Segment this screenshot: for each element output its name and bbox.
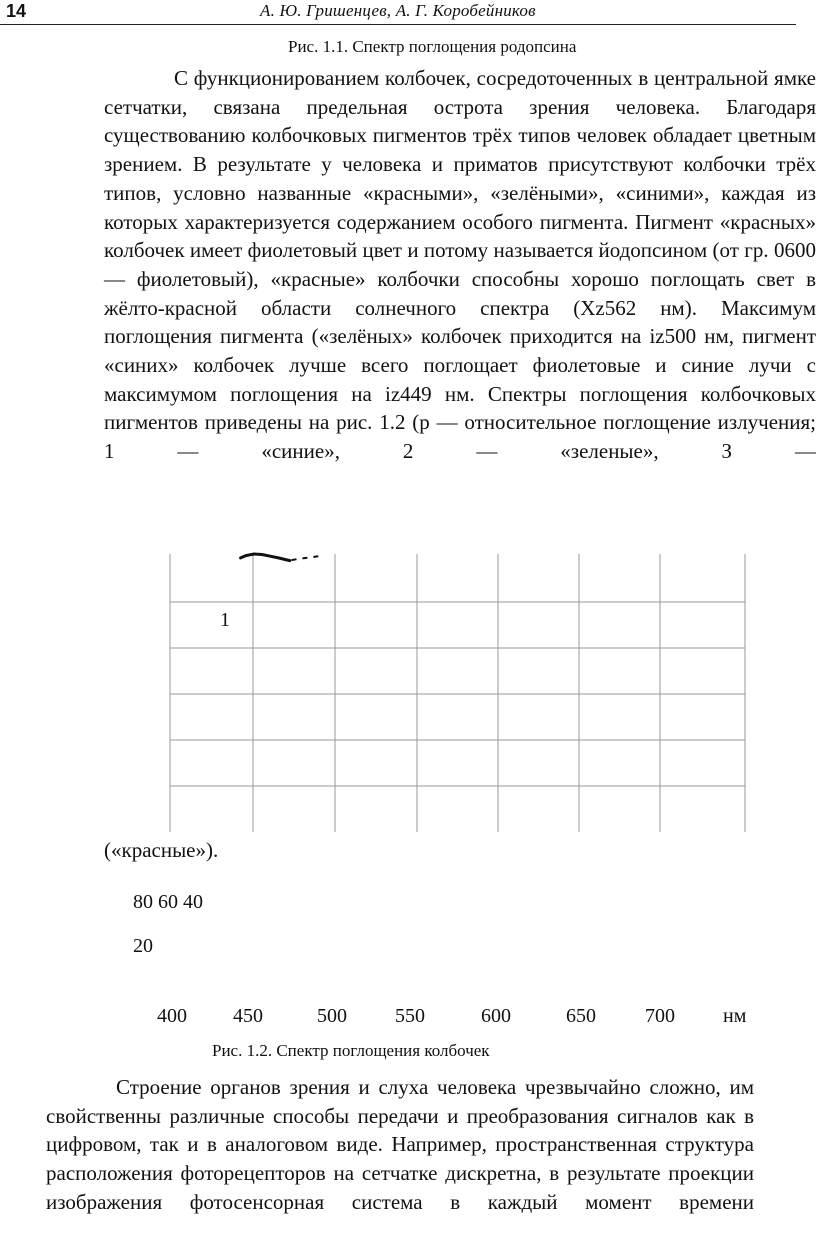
- x-tick-450: 450: [233, 1005, 263, 1027]
- x-tick-500: 500: [317, 1005, 347, 1027]
- paragraph-1-text: С функционированием колбочек, сосредоточенных в центральной ямке сетчатки, связана предельная острота зрения человека. Благодаря существованию колбочковых пигментов трёх типов человек обладает цветным зрением. В результате у человека и приматов присутствуют колбочки трёх типов, условно названные «красными», «зелёными», «синими», каждая из которых характеризуется содержанием особого пигмента. Пигмент «красных» колбочек имеет фиолетовый цвет и потому называется йодопсином (от гр. 0600 — фиолетовый), «красные» колбочки способны хорошо поглощать свет в жёлто-красной области солнечного спектра (Xz562 нм). Максимум поглощения пигмента («зелёных» колбочек приходится на iz500 нм, пигмент «синих» колбочек лучше всего поглощает фиолетовые и синие лучи с максимумом поглощения на iz449 нм. Спектры поглощения колбочковых пигментов приведены на рис. 1.2 (р — относительное поглощение излучения; 1 — «синие», 2 — «зеленые», З —: [104, 66, 816, 464]
- x-tick-550: 550: [395, 1005, 425, 1027]
- y-tick-labels: 80 60 40: [133, 891, 203, 913]
- y-tick-20: 20: [133, 935, 153, 957]
- x-tick-650: 650: [566, 1005, 596, 1027]
- series-1-curve: [241, 554, 290, 561]
- paragraph-1: [104, 64, 816, 466]
- paragraph-1-tail: («красные»).: [104, 838, 219, 862]
- curve-label-1: 1: [220, 609, 230, 631]
- header-rule: [0, 24, 796, 25]
- absorption-chart: [0, 548, 816, 848]
- x-tick-400: 400: [157, 1005, 187, 1027]
- figure-2-caption: Рис. 1.2. Спектр поглощения колбочек: [212, 1041, 490, 1060]
- paragraph-2: [46, 1073, 754, 1217]
- x-tick-700: 700: [645, 1005, 675, 1027]
- running-head-authors: А. Ю. Гришенцев, А. Г. Коробейников: [260, 1, 536, 20]
- page-number: 14: [6, 1, 27, 21]
- series-2-curve: [292, 556, 323, 560]
- chart-grid: [170, 554, 745, 832]
- figure-1-caption: Рис. 1.1. Спектр поглощения родопсина: [288, 37, 577, 56]
- x-unit-label: нм: [723, 1005, 747, 1027]
- paragraph-2-text: Строение органов зрения и слуха человека чрезвычайно сложно, им свойственны различные способы передачи и преобразования сигналов как в цифровом, так и в аналоговом виде. Например, пространственная структура расположения фоторецепторов на сетчатке дискретна, в результате проекции изображения фотосенсорная система в каждый момент времени: [46, 1075, 754, 1214]
- x-tick-600: 600: [481, 1005, 511, 1027]
